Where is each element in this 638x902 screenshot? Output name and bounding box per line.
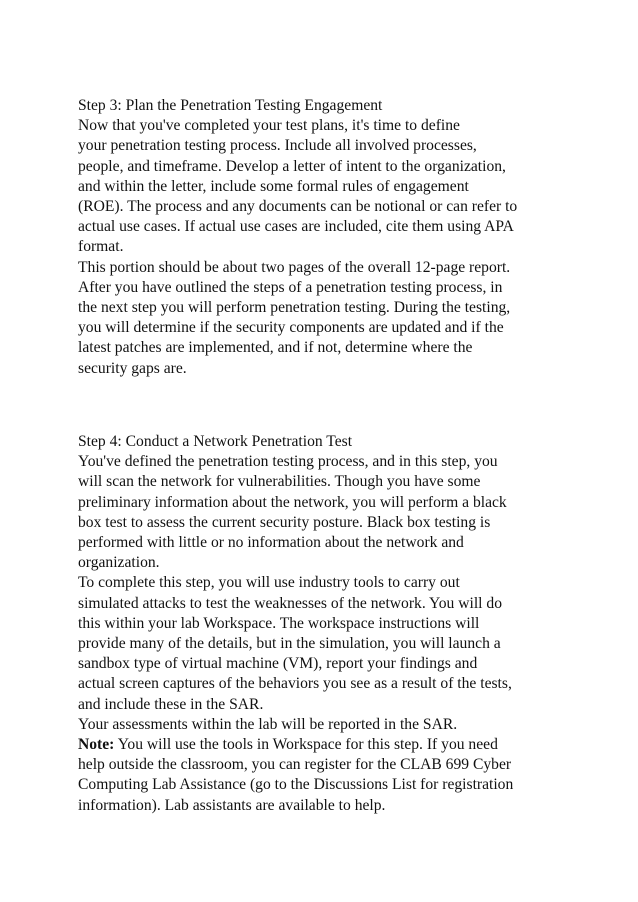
paragraph-line: your penetration testing process. Include all involved processes, [78,137,477,155]
paragraph-line: actual use cases. If actual use cases are included, cite them using APA [78,218,514,236]
paragraph-line: and within the letter, include some formal rules of engagement [78,177,469,195]
paragraph-line: format. [78,238,124,256]
paragraph-line: the next step you will perform penetration testing. During the testing, [78,299,511,317]
paragraph-line: will scan the network for vulnerabilities. Though you have some [78,473,481,491]
step-4-heading: Step 4: Conduct a Network Penetration Test [78,433,353,450]
paragraph-line: organization. [78,554,160,572]
paragraph-line: sandbox type of virtual machine (VM), report your findings and [78,655,478,673]
paragraph-line: this within your lab Workspace. The workspace instructions will [78,614,480,632]
paragraph-line: you will determine if the security components are updated and if the [78,319,504,337]
step-3-section [78,96,517,379]
step-4-section [78,432,513,816]
paragraph-line: security gaps are. [78,359,187,377]
paragraph-line: latest patches are implemented, and if not, determine where the [78,339,473,357]
paragraph-line: and include these in the SAR. [78,695,264,713]
paragraph-line: information). Lab assistants are available to help. [78,796,386,814]
paragraph-line: actual screen captures of the behaviors you see as a result of the tests, [78,675,512,693]
note-line [78,735,513,755]
paragraph-line: people, and timeframe. Develop a letter of intent to the organization, [78,157,506,175]
paragraph-line: provide many of the details, but in the simulation, you will launch a [78,635,501,653]
note-label: Note: [78,736,115,754]
paragraph-line: preliminary information about the network, you will perform a black [78,493,507,511]
paragraph-line: After you have outlined the steps of a penetration testing process, in [78,278,503,296]
paragraph-line: Computing Lab Assistance (go to the Discussions List for registration [78,776,514,794]
paragraph-line: performed with little or no information about the network and [78,534,464,552]
paragraph-line: This portion should be about two pages of the overall 12-page report. [78,258,511,276]
paragraph-line: Now that you've completed your test plans, it's time to define [78,117,460,135]
paragraph-line: To complete this step, you will use industry tools to carry out [78,574,460,592]
step-3-heading: Step 3: Plan the Penetration Testing Engagement [78,97,383,114]
paragraph-line: help outside the classroom, you can register for the CLAB 699 Cyber [78,756,512,774]
paragraph-line: Your assessments within the lab will be reported in the SAR. [78,715,458,733]
paragraph-line: (ROE). The process and any documents can be notional or can refer to [78,198,518,216]
paragraph-line: You've defined the penetration testing process, and in this step, you [78,453,498,471]
paragraph-line: simulated attacks to test the weaknesses of the network. You will do [78,594,502,612]
paragraph-line: box test to assess the current security posture. Black box testing is [78,513,491,531]
note-text: You will use the tools in Workspace for this step. If you need [114,736,498,754]
